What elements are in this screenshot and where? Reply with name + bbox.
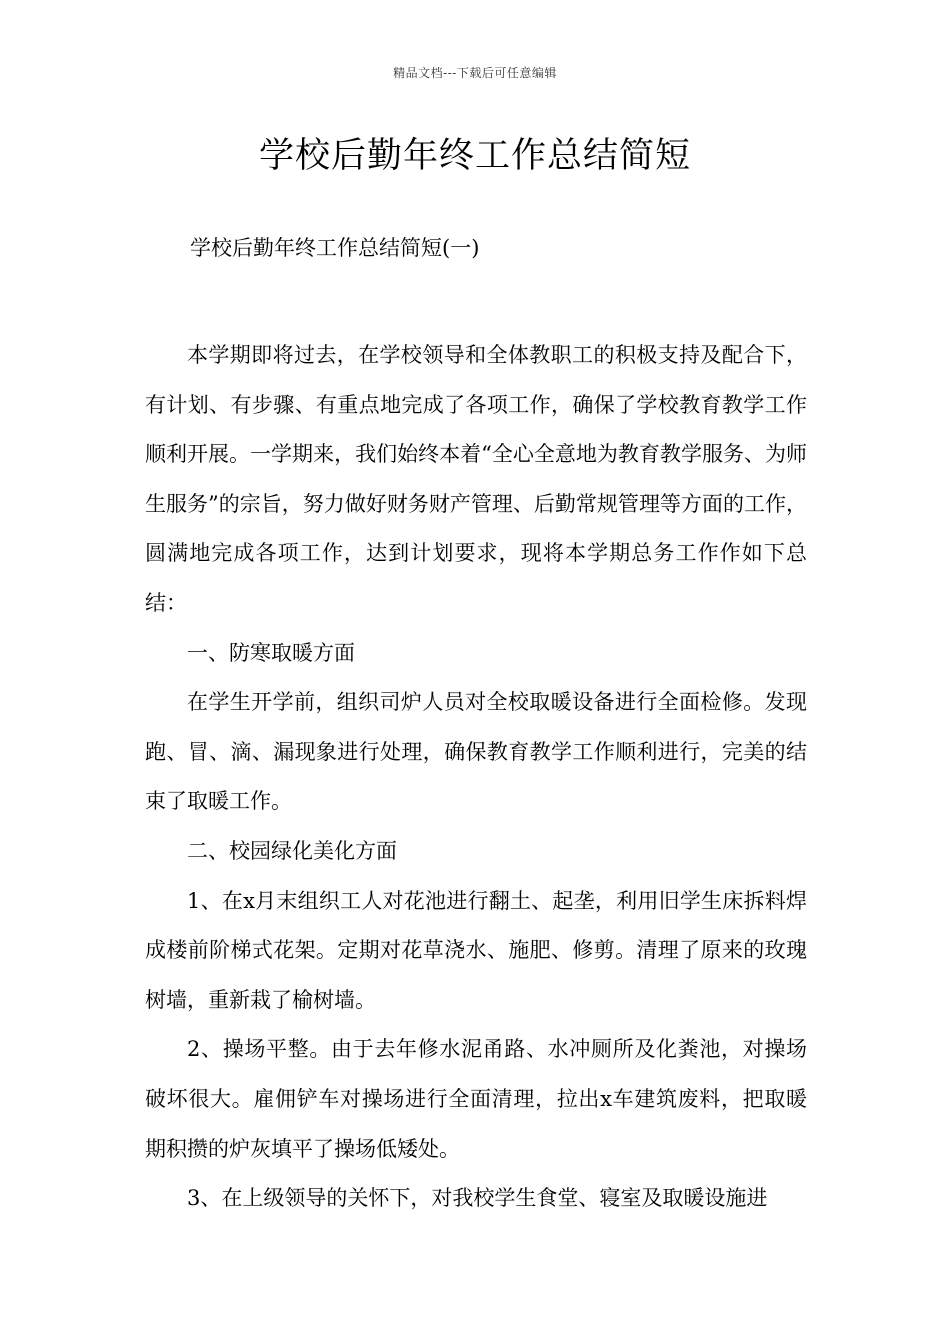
header-note: 精品文档---下载后可任意编辑: [393, 66, 557, 80]
document-subtitle: 学校后勤年终工作总结简短(一): [190, 236, 480, 260]
paragraph-intro: 本学期即将过去，在学校领导和全体教职工的积极支持及配合下，有计划、有步骤、有重点地完成了各项工作，确保了学校教育教学工作顺利开展。一学期来，我们始终本着“全心全意地为教育教学服务、为师生服务”的宗旨，努力做好财务财产管理、后勤常规管理等方面的工作，圆满地完成各项工作，达到计划要求，现将本学期总务工作作如下总结：: [145, 343, 807, 615]
paragraph-greening-2: 2、操场平整。由于去年修水泥甬路、水冲厕所及化粪池，对操场破坏很大。雇佣铲车对操场进行全面清理，拉出x车建筑废料，把取暖期积攒的炉灰填平了操场低矮处。: [145, 1037, 807, 1161]
document-body: [145, 331, 807, 1224]
section-heading-greening: 二、校园绿化美化方面: [187, 838, 397, 863]
document-title: 学校后勤年终工作总结简短: [258, 136, 691, 176]
paragraph-greening-1: 1、在x月末组织工人对花池进行翻土、起垄，利用旧学生床拆料焊成楼前阶梯式花架。定期对花草浇水、施肥、修剪。清理了原来的玫瑰树墙，重新栽了榆树墙。: [145, 888, 807, 1012]
paragraph-greening-3: 3、在上级领导的关怀下，对我校学生食堂、寝室及取暖设施进: [187, 1186, 768, 1211]
paragraph-heating: 在学生开学前，组织司炉人员对全校取暖设备进行全面检修。发现跑、冒、滴、漏现象进行处理，确保教育教学工作顺利进行，完美的结束了取暖工作。: [145, 690, 807, 814]
section-heading-heating: 一、防寒取暖方面: [187, 640, 355, 665]
